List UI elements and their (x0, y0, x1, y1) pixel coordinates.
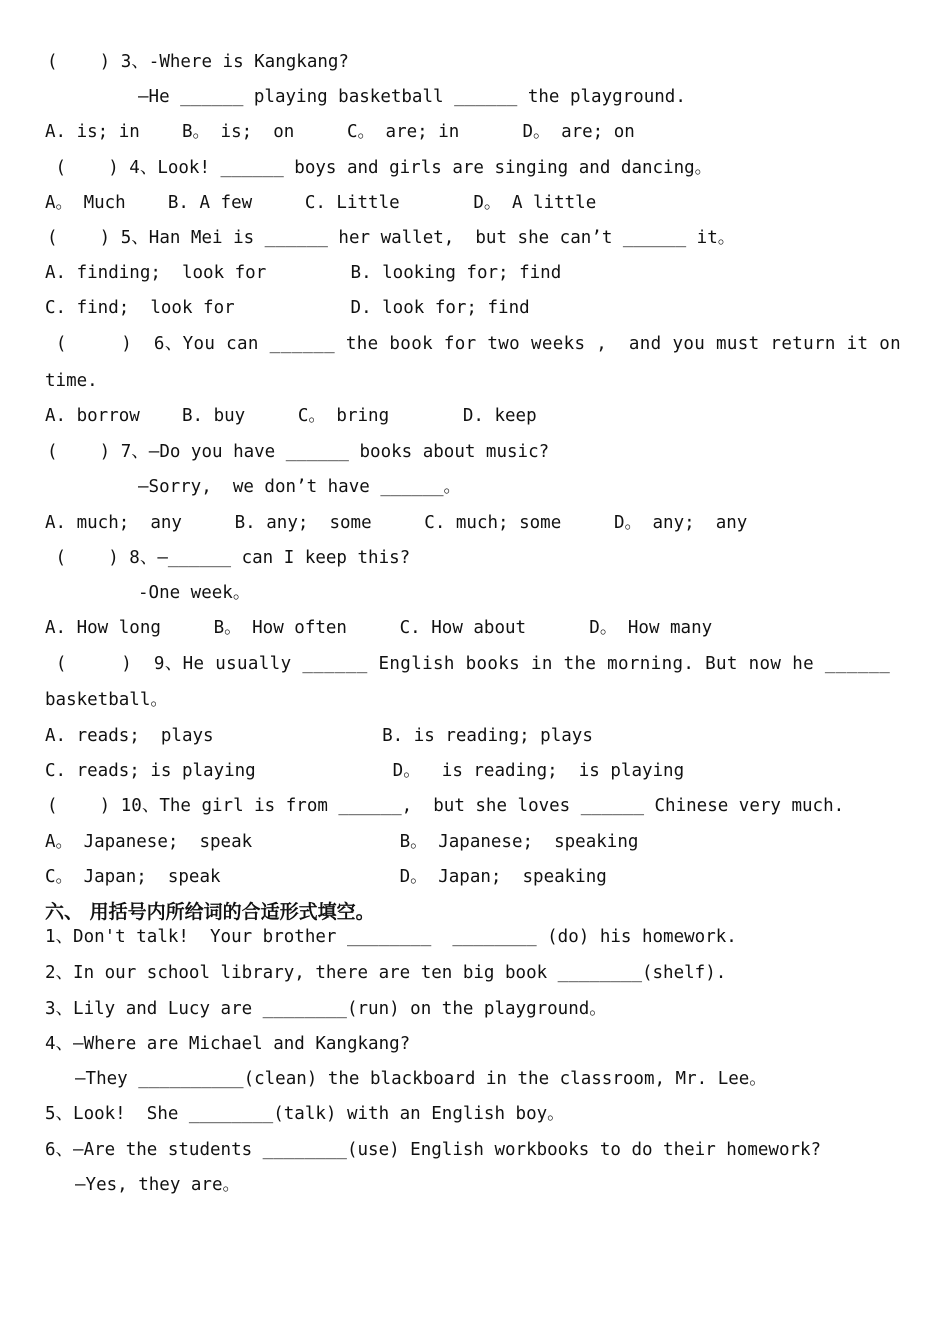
question-7: ( ) 7、—Do you have ______ books about music? (47, 442, 550, 462)
section-six-heading: 六、 用括号内所给词的合适形式填空。 (45, 901, 375, 923)
question-8-options: A. How long B。 How often C. How about D。 How many (45, 618, 713, 638)
question-5-options-cd: C. find; look for D. look for; find (45, 298, 530, 318)
question-3-options: A. is; in B。 is; on C。 are; in D。 are; on (45, 122, 635, 142)
question-10-options-cd: C。 Japan; speak D。 Japan; speaking (45, 867, 607, 887)
question-4-options: A。 Much B. A few C. Little D。 A little (45, 193, 597, 213)
question-10-options-ab: A。 Japanese; speak B。 Japanese; speaking (45, 832, 639, 852)
question-3-answer-line: —He ______ playing basketball ______ the playground. (138, 87, 686, 107)
question-6-options: A. borrow B. buy C。 bring D. keep (45, 406, 537, 426)
question-9: ( ) 9、He usually ______ English books in the morning. But now he ______ (45, 654, 891, 674)
fill-item-4-answer-line: —They __________(clean) the blackboard in the classroom, Mr. Lee。 (75, 1069, 767, 1089)
question-9-options-ab: A. reads; plays B. is reading; plays (45, 726, 593, 746)
question-8-answer-line: -One week。 (138, 583, 251, 603)
question-3: ( ) 3、-Where is Kangkang? (47, 52, 349, 72)
question-5-options-ab: A. finding; look for B. looking for; find (45, 263, 562, 283)
fill-item-3: 3、Lily and Lucy are ________(run) on the playground。 (45, 999, 607, 1019)
question-9-continued: basketball。 (45, 690, 168, 710)
fill-item-4: 4、—Where are Michael and Kangkang? (45, 1034, 411, 1054)
fill-item-6: 6、—Are the students ________(use) English workbooks to do their homework? (45, 1140, 822, 1160)
question-6: ( ) 6、You can ______ the book for two weeks , and you must return it on (45, 334, 902, 354)
question-4: ( ) 4、Look! ______ boys and girls are singing and dancing。 (45, 158, 713, 178)
question-5: ( ) 5、Han Mei is ______ her wallet, but she can’t ______ it。 (47, 228, 736, 248)
question-7-options: A. much; any B. any; some C. much; some D。 any; any (45, 513, 748, 533)
fill-item-2: 2、In our school library, there are ten big book ________(shelf). (45, 963, 727, 983)
question-7-answer-line: —Sorry, we don’t have ______。 (138, 477, 462, 497)
question-6-continued: time. (45, 371, 98, 391)
question-8: ( ) 8、—______ can I keep this? (45, 548, 411, 568)
fill-item-6-answer-line: —Yes, they are。 (75, 1175, 241, 1195)
fill-item-5: 5、Look! She ________(talk) with an English boy。 (45, 1104, 565, 1124)
question-9-options-cd: C. reads; is playing D。 is reading; is playing (45, 761, 685, 781)
question-10: ( ) 10、The girl is from ______, but she loves ______ Chinese very much. (47, 796, 845, 816)
fill-item-1: 1、Don't talk! Your brother ________ ________ (do) his homework. (45, 927, 737, 947)
